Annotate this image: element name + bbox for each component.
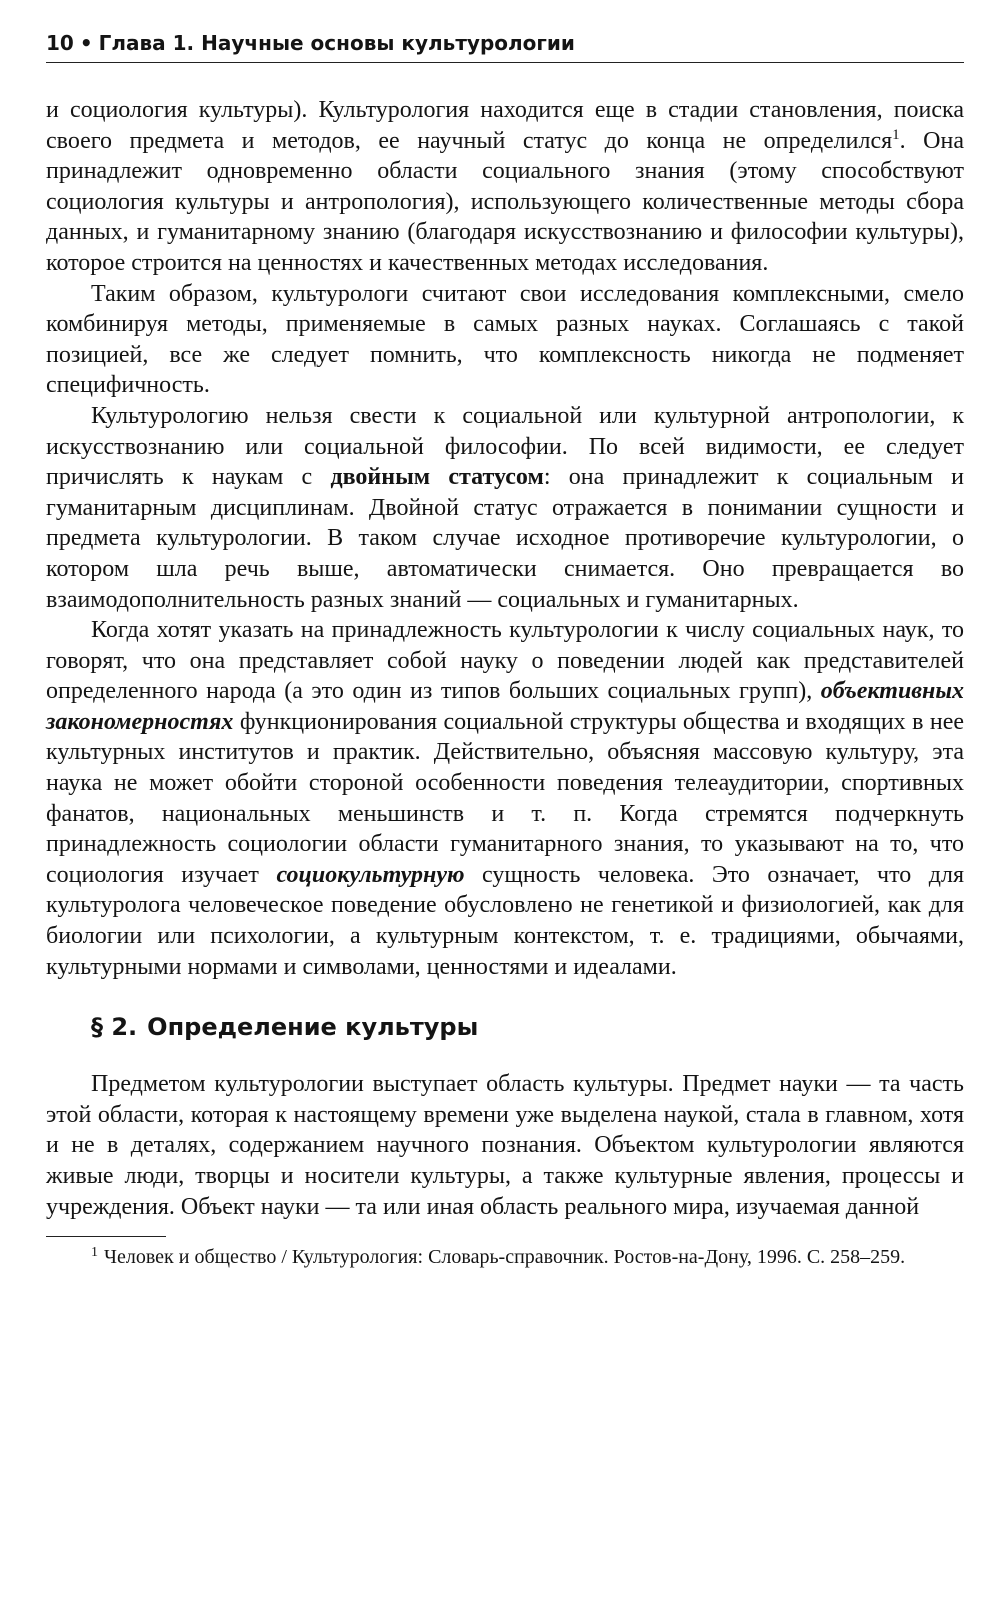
book-page xyxy=(46,22,964,1582)
footnote-text: Человек и общество / Культурология: Словарь-справочник. Ростов-на-Дону, 1996. С. 258–259. xyxy=(104,1246,906,1269)
paragraph-2-text: Таким образом, культурологи считают свои исследования комплексными, смело комбинируя методы, применяемые в самых разных науках. Соглашаясь с такой позицией, все же следует помнить, что комплексность никогда не подменяет специфичность. xyxy=(46,280,964,399)
paragraph-5-text: Предметом культурологии выступает область культуры. Предмет науки — та часть этой области, которая к настоящему времени уже выделена наукой, стала в главном, хотя и не в деталях, содержанием научного познания. Объектом культурологии являются живые люди, творцы и носители культуры, а также культурные явления, процессы и учреждения. Объект науки — та или иная область реального мира, изучаемая данной xyxy=(46,1071,964,1220)
body-text xyxy=(46,95,964,1222)
paragraph-4-text-a: Когда хотят указать на принадлежность культурологии к числу социальных наук, то говорят, что она представляет собой науку о поведении людей как представителей определенного народа (а это один из типов больших социальных групп), xyxy=(46,617,964,705)
chapter-title: Глава 1. Научные основы культурологии xyxy=(98,31,575,55)
paragraph-3-text-b: : она принадлежит к социальным и гуманитарным дисциплинам. Двойной статус отражается в понимании сущности и предмета культурологии. В таком случае исходное противоречие культурологии, о котором шла речь выше, автоматически снимается. Оно превращается во взаимодополнительность разных знаний — социальных и гуманитарных. xyxy=(46,464,964,613)
paragraph-4 xyxy=(46,615,964,982)
emphasis-double-status: двойным статусом xyxy=(330,464,544,491)
footnote xyxy=(46,1245,964,1270)
paragraph-1-text-a: и социология культуры). Культурология находится еще в стадии становления, поиска своего предмета и методов, ее научный статус до конца не определился xyxy=(46,97,964,154)
footnote-mark: 1 xyxy=(91,1244,98,1260)
section-title: Определение культуры xyxy=(147,1013,479,1042)
bullet-separator: • xyxy=(79,31,93,55)
paragraph-1-text-b: . Она принадлежит одновременно области социального знания (этому способствуют социология культуры и антропология), использующего количественные методы сбора данных, и гуманитарному знанию (благодаря искусствознанию и философии культуры), которое строится на ценностях и качественных методах исследования. xyxy=(46,127,965,276)
paragraph-4-text-b: функционирования социальной структуры общества и входящих в нее культурных институтов и практик. Действительно, объясняя массовую культуру, эта наука не может обойти стороной особенности поведения телеаудитории, спортивных фанатов, национальных меньшинств и т. п. Когда стремятся подчеркнуть принадлежность социологии области гуманитарного знания, то указывают на то, что социология изучает xyxy=(46,708,964,888)
paragraph-3 xyxy=(46,401,964,615)
page-number: 10 xyxy=(46,31,74,55)
emphasis-objective-laws: объективных закономерностях xyxy=(46,678,964,735)
paragraph-3-text-a: Культурологию нельзя свести к социальной или культурной антропологии, к искусствознанию или социальной философии. По всей видимости, ее следует причислять к наукам с xyxy=(46,402,964,491)
emphasis-sociocultural: социокультурную xyxy=(276,861,465,888)
footnote-divider xyxy=(46,1236,166,1237)
paragraph-1 xyxy=(46,95,964,279)
running-head xyxy=(46,22,964,63)
paragraph-4-text-c: сущность человека. Это означает, что для культуролога человеческое поведение обусловлено не генетикой и физиологией, как для биологии или психологии, а культурным контекстом, т. е. традициями, обычаями, культурными нормами и символами, ценностями и идеалами. xyxy=(46,861,964,980)
section-number: § 2. xyxy=(91,1013,138,1042)
footnote-reference: 1 xyxy=(892,126,900,143)
paragraph-5 xyxy=(46,1069,964,1222)
paragraph-2 xyxy=(46,279,964,401)
section-heading xyxy=(91,1012,964,1042)
